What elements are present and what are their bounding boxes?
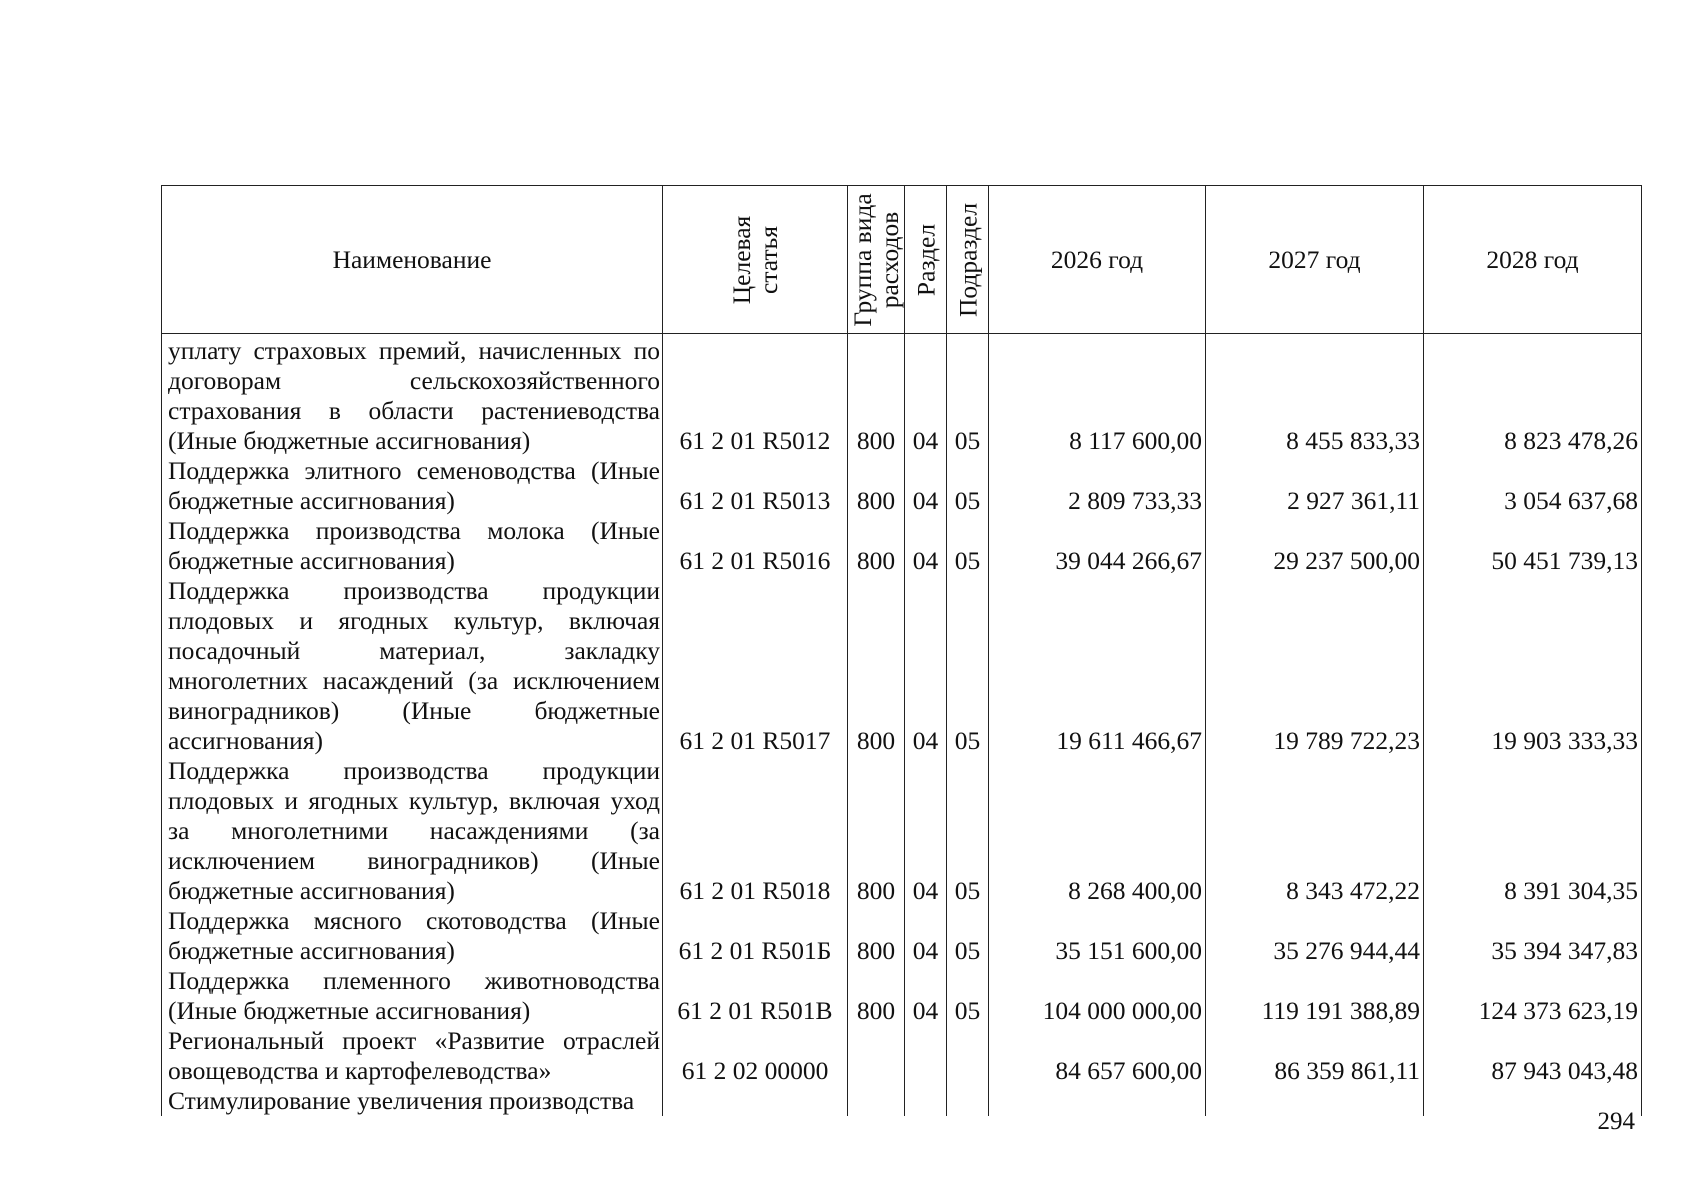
cell-2028: 124 373 623,19 — [1424, 966, 1642, 1026]
budget-table — [161, 185, 1642, 1116]
header-2028-text: 2028 год — [1486, 244, 1579, 274]
cell-section: 04 — [905, 334, 947, 457]
header-target-article-line1: Целевая — [727, 215, 756, 304]
cell-2027 — [1206, 1086, 1424, 1116]
cell-target-article: 61 2 01 R5018 — [663, 756, 848, 906]
table-row — [162, 966, 1642, 1026]
cell-2026: 104 000 000,00 — [989, 966, 1206, 1026]
table-row — [162, 516, 1642, 576]
cell-section: 04 — [905, 576, 947, 756]
table-row — [162, 756, 1642, 906]
cell-subsection — [947, 1026, 989, 1086]
cell-expense-group: 800 — [848, 576, 905, 756]
header-2027 — [1206, 186, 1424, 334]
table-row — [162, 1026, 1642, 1086]
header-target-article — [663, 186, 848, 334]
cell-section: 04 — [905, 966, 947, 1026]
cell-target-article: 61 2 01 R5012 — [663, 334, 848, 457]
cell-subsection: 05 — [947, 966, 989, 1026]
cell-expense-group: 800 — [848, 456, 905, 516]
cell-2027: 119 191 388,89 — [1206, 966, 1424, 1026]
header-section — [905, 186, 947, 334]
table-row — [162, 576, 1642, 756]
cell-2026: 8 268 400,00 — [989, 756, 1206, 906]
header-target-article-line2: статья — [754, 225, 783, 294]
cell-expense-group — [848, 1086, 905, 1116]
cell-target-article: 61 2 01 R5013 — [663, 456, 848, 516]
cell-2027: 8 343 472,22 — [1206, 756, 1424, 906]
cell-subsection — [947, 1086, 989, 1116]
cell-section: 04 — [905, 756, 947, 906]
cell-expense-group: 800 — [848, 756, 905, 906]
header-name — [162, 186, 663, 334]
cell-expense-group — [848, 1026, 905, 1086]
cell-section — [905, 1026, 947, 1086]
cell-name: Стимулирование увеличения производства — [162, 1086, 663, 1116]
table-header — [162, 186, 1642, 334]
header-2028 — [1424, 186, 1642, 334]
cell-target-article: 61 2 01 R5016 — [663, 516, 848, 576]
cell-target-article: 61 2 01 R501Б — [663, 906, 848, 966]
cell-name: уплату страховых премий, начисленных по договорам сельскохозяйственного страхования в области растениеводства (Иные бюджетные ассигнования) — [162, 334, 663, 457]
cell-2028: 35 394 347,83 — [1424, 906, 1642, 966]
cell-2028: 8 823 478,26 — [1424, 334, 1642, 457]
cell-section — [905, 1086, 947, 1116]
cell-2026: 39 044 266,67 — [989, 516, 1206, 576]
cell-2028: 3 054 637,68 — [1424, 456, 1642, 516]
cell-2028: 8 391 304,35 — [1424, 756, 1642, 906]
header-expense-group-line1: Группа вида — [848, 192, 877, 327]
cell-name: Поддержка племенного животноводства (Иные бюджетные ассигнования) — [162, 966, 663, 1026]
cell-2027: 29 237 500,00 — [1206, 516, 1424, 576]
cell-2027: 86 359 861,11 — [1206, 1026, 1424, 1086]
cell-2027: 19 789 722,23 — [1206, 576, 1424, 756]
cell-expense-group: 800 — [848, 906, 905, 966]
cell-subsection: 05 — [947, 576, 989, 756]
cell-name: Поддержка элитного семеноводства (Иные бюджетные ассигнования) — [162, 456, 663, 516]
cell-2027: 8 455 833,33 — [1206, 334, 1424, 457]
header-section-text: Раздел — [911, 223, 940, 296]
cell-2027: 2 927 361,11 — [1206, 456, 1424, 516]
cell-name: Региональный проект «Развитие отраслей овощеводства и картофелеводства» — [162, 1026, 663, 1086]
cell-2026: 8 117 600,00 — [989, 334, 1206, 457]
cell-2026: 35 151 600,00 — [989, 906, 1206, 966]
cell-expense-group: 800 — [848, 334, 905, 457]
table-body — [162, 334, 1642, 1117]
cell-subsection: 05 — [947, 906, 989, 966]
cell-section: 04 — [905, 516, 947, 576]
header-expense-group-line2: расходов — [875, 211, 904, 308]
cell-name: Поддержка производства продукции плодовых и ягодных культур, включая посадочный материал, закладку многолетних насаждений (за исключением виноградников) (Иные бюджетные ассигнования) — [162, 576, 663, 756]
cell-expense-group: 800 — [848, 516, 905, 576]
cell-2026: 2 809 733,33 — [989, 456, 1206, 516]
header-expense-group — [848, 186, 905, 334]
table-row — [162, 906, 1642, 966]
cell-2027: 35 276 944,44 — [1206, 906, 1424, 966]
cell-target-article — [663, 1086, 848, 1116]
cell-expense-group: 800 — [848, 966, 905, 1026]
page-number: 294 — [1597, 1108, 1635, 1135]
cell-2028: 19 903 333,33 — [1424, 576, 1642, 756]
cell-name: Поддержка производства продукции плодовых и ягодных культур, включая уход за многолетними насаждениями (за исключением виноградников) (Иные бюджетные ассигнования) — [162, 756, 663, 906]
cell-target-article: 61 2 01 R501В — [663, 966, 848, 1026]
cell-section: 04 — [905, 906, 947, 966]
cell-subsection: 05 — [947, 516, 989, 576]
cell-target-article: 61 2 01 R5017 — [663, 576, 848, 756]
table-row — [162, 1086, 1642, 1116]
header-subsection — [947, 186, 989, 334]
header-2027-text: 2027 год — [1268, 244, 1361, 274]
cell-section: 04 — [905, 456, 947, 516]
cell-2026: 19 611 466,67 — [989, 576, 1206, 756]
table-row — [162, 334, 1642, 457]
cell-target-article: 61 2 02 00000 — [663, 1026, 848, 1086]
header-2026 — [989, 186, 1206, 334]
cell-name: Поддержка производства молока (Иные бюджетные ассигнования) — [162, 516, 663, 576]
cell-2026 — [989, 1086, 1206, 1116]
header-name-text: Наименование — [332, 244, 492, 274]
header-subsection-text: Подраздел — [953, 202, 982, 317]
cell-subsection: 05 — [947, 456, 989, 516]
cell-2026: 84 657 600,00 — [989, 1026, 1206, 1086]
table-row — [162, 456, 1642, 516]
cell-2028: 87 943 043,48 — [1424, 1026, 1642, 1086]
cell-name: Поддержка мясного скотоводства (Иные бюджетные ассигнования) — [162, 906, 663, 966]
cell-subsection: 05 — [947, 334, 989, 457]
cell-2028: 50 451 739,13 — [1424, 516, 1642, 576]
cell-subsection: 05 — [947, 756, 989, 906]
header-2026-text: 2026 год — [1050, 244, 1144, 274]
